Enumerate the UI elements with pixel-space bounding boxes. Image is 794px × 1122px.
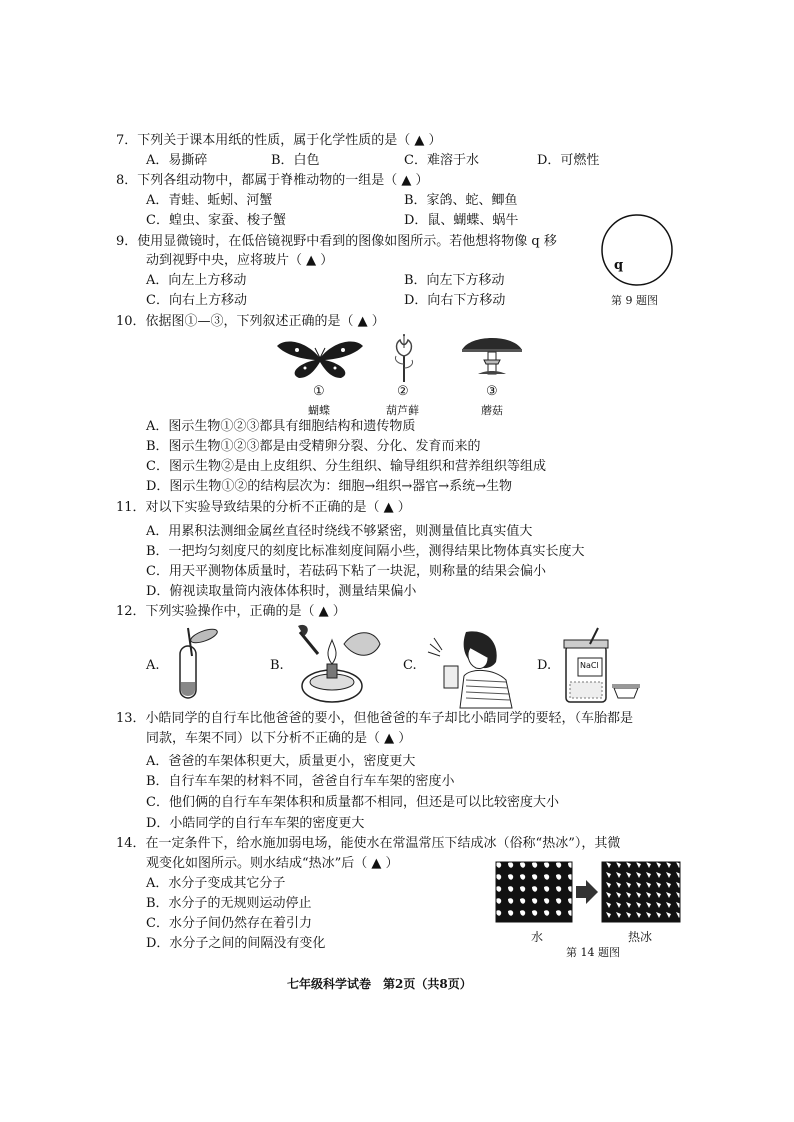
q10-figure2-number: ② [397,384,409,399]
q9-option-d: D．向右下方移动 [404,293,506,308]
q9-option-a: A．向左上方移动 [146,273,247,288]
q10-stem: 10．依据图①—③，下列叙述正确的是（ ▲ ） [116,314,385,329]
q10-option-c: C．图示生物②是由上皮组织、分生组织、输导组织和营养组织等组成 [146,459,546,474]
q9-stem-line1: 9．使用显微镜时，在低倍镜视野中看到的图像如图所示。若他想将物像 q 移 [116,234,557,249]
q9-figure-letter: q [614,258,624,273]
q11-option-a: A．用累积法测细金属丝直径时绕线不够紧密，则测量值比真实值大 [146,524,533,539]
q10-figure1-name: 蝴蝶 [308,404,330,417]
hot-ice-label: 热冰 [628,930,653,944]
q14-option-b: B．水分子的无规则运动停止 [146,896,312,911]
q13-stem-line1: 13．小皓同学的自行车比他爸爸的要小，但他爸爸的车子却比小皓同学的要轻，（车胎都是 [116,711,634,726]
q13-option-b: B．自行车车架的材料不同，爸爸自行车车架的密度小 [146,774,455,789]
q12-option-d-label: D. [537,658,552,673]
q12-option-b-label: B. [270,658,284,673]
butterfly-figure [275,338,365,380]
water-molecule-figure [494,860,684,926]
q8-stem: 8．下列各组动物中，都属于脊椎动物的一组是（ ▲ ） [116,173,429,188]
q10-figure3-name: 蘑菇 [481,404,503,417]
q11-option-b: B．一把均匀刻度尺的刻度比标准刻度间隔小些，测得结果比物体真实长度大 [146,544,585,559]
q11-option-c: C．用天平测物体质量时，若砝码下粘了一块泥，则称量的结果会偏小 [146,564,546,579]
q9-option-b: B．向左下方移动 [404,273,505,288]
q13-option-c: C．他们俩的自行车车架体积和质量都不相同，但还是可以比较密度大小 [146,795,559,810]
q11-option-d: D．俯视读取量筒内液体体积时，测量结果偏小 [146,584,417,599]
q9-stem-line2: 动到视野中央，应将玻片（ ▲ ） [146,253,334,268]
q13-option-d: D．小皓同学的自行车车架的密度更大 [146,816,365,831]
field-of-view-circle [602,215,672,285]
q7-stem: 7．下列关于课本用纸的性质，属于化学性质的是（ ▲ ） [116,133,442,148]
microscope-field-figure [600,212,680,288]
q10-option-a: A．图示生物①②③都具有细胞结构和遗传物质 [146,419,416,434]
q8-option-b: B．家鸽、蛇、鲫鱼 [404,193,518,208]
alcohol-lamp-figure [294,624,386,706]
test-tube-dropper-figure [170,626,230,702]
q12-option-c-label: C. [403,658,417,673]
q8-option-c: C．蝗虫、家蚕、梭子蟹 [146,213,286,228]
q7-option-b: B．白色 [271,153,320,168]
nacl-jar-figure [562,626,648,706]
q13-stem-line2: 同款，车架不同）以下分析不正确的是（ ▲ ） [146,731,412,746]
q7-option-d: D．可燃性 [537,153,600,168]
q14-figure-caption: 第 14 题图 [566,946,620,959]
page-footer: 七年级科学试卷 第2页（共8页） [287,977,472,991]
student-smelling-figure [426,628,518,710]
q13-option-a: A．爸爸的车架体积更大，质量更小，密度更大 [146,754,416,769]
q7-option-a: A．易撕碎 [146,153,208,168]
moss-figure [388,334,420,384]
q12-option-a-label: A. [146,658,160,673]
water-label: 水 [531,930,544,944]
q10-option-d: D．图示生物①②的结构层次为：细胞→组织→器官→系统→生物 [146,479,512,494]
q14-option-a: A．水分子变成其它分子 [146,876,286,891]
q14-stem-line2: 观变化如图所示。则水结成“热冰”后（ ▲ ） [146,856,399,871]
q14-option-d: D．水分子之间的间隔没有变化 [146,936,326,951]
q10-figure2-name: 葫芦藓 [386,404,419,417]
q14-stem-line1: 14．在一定条件下，给水施加弱电场，能使水在常温常压下结成冰（俗称“热冰”），其微 [116,836,621,851]
q10-figure1-number: ① [313,384,325,399]
q14-option-c: C．水分子间仍然存在着引力 [146,916,312,931]
q9-option-c: C．向右上方移动 [146,293,247,308]
q12-stem: 12．下列实验操作中，正确的是（ ▲ ） [116,604,346,619]
q10-option-b: B．图示生物①②③都是由受精卵分裂、分化、发育而来的 [146,439,481,454]
q10-figure3-number: ③ [486,384,498,399]
q11-stem: 11．对以下实验导致结果的分析不正确的是（ ▲ ） [116,500,411,515]
nacl-label: NaCl [580,661,599,670]
q9-figure-caption: 第 9 题图 [611,294,658,307]
q7-option-c: C．难溶于水 [404,153,479,168]
q8-option-a: A．青蛙、蚯蚓、河蟹 [146,193,273,208]
mushroom-figure [460,334,524,380]
q8-option-d: D．鼠、蝴蝶、蜗牛 [404,213,519,228]
